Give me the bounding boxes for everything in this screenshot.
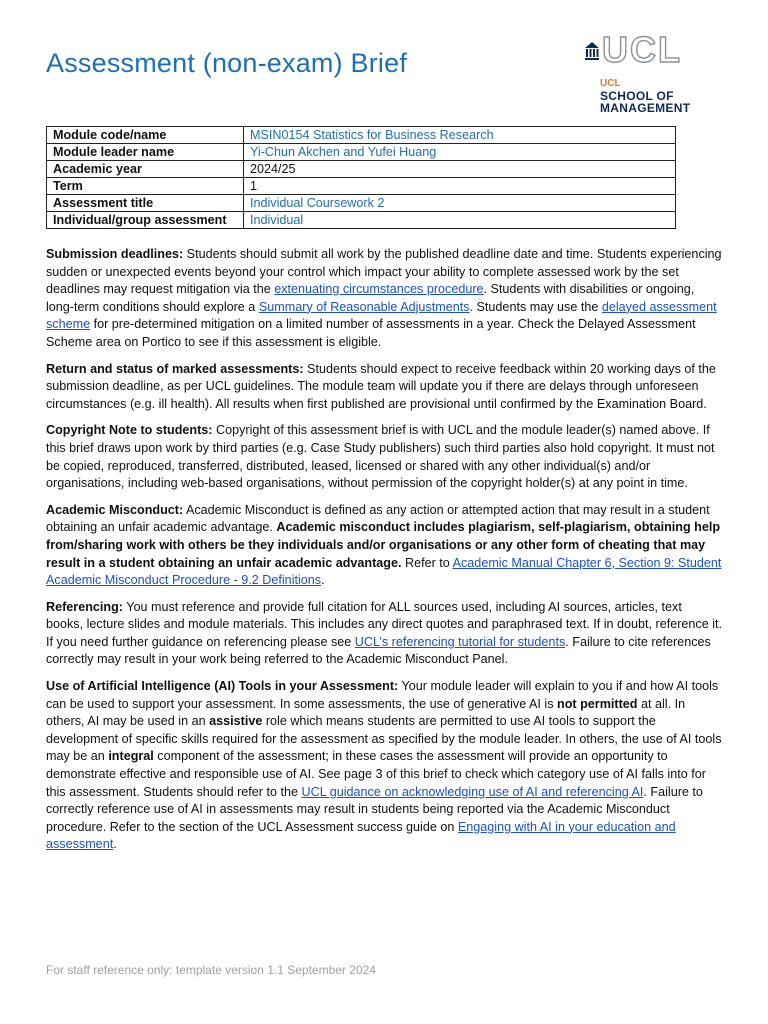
- ai-guidance-link[interactable]: UCL guidance on acknowledging use of AI and referencing AI: [301, 784, 644, 799]
- logo-school-of: SCHOOL OF: [600, 89, 674, 103]
- ai-text: . Failure to correctly reference use of AI in assessments may result in students being reported via the Academic Misconduct procedure. Refer to the section of the UCL Assessment success guide on: [46, 784, 703, 834]
- referencing-tutorial-link[interactable]: UCL’s referencing tutorial for students: [354, 634, 566, 649]
- ai-paragraph: [46, 678, 722, 854]
- submission-paragraph: [46, 246, 722, 352]
- submission-text: . Students with disabilities or ongoing, long-term conditions should explore a: [46, 282, 695, 314]
- copyright-heading: Copyright Note to students:: [46, 423, 213, 438]
- submission-text: Students should submit all work by the published deadline date and time. Students experiencing sudden or unexpected events beyond your control which impact your ability to complete assessed work by the set deadlines may request mitigation via the: [46, 247, 722, 297]
- return-heading: Return and status of marked assessments:: [46, 361, 304, 376]
- ucl-wordmark: UCL: [602, 29, 682, 70]
- row-label: Term: [47, 178, 244, 195]
- module-info-table: [46, 126, 676, 229]
- ai-bold-text: integral: [108, 749, 154, 764]
- ai-heading: Use of Artificial Intelligence (AI) Tools in your Assessment:: [46, 679, 399, 694]
- misconduct-text: Refer to: [401, 555, 453, 570]
- ai-text: role which means students are permitted to use AI tools to support the development of specific skills required for the assessment as specified by the module leader. In others, the use of AI tools may be an: [46, 714, 722, 764]
- misconduct-text: .: [321, 573, 325, 588]
- academic-manual-link[interactable]: Academic Manual Chapter 6, Section 9: Student Academic Misconduct Procedure - 9.2 Definitions: [46, 555, 722, 588]
- logo-management: MANAGEMENT: [600, 101, 691, 115]
- misconduct-text: Academic Misconduct is defined as any action or attempted action that may result in a student obtaining an unfair academic advantage.: [46, 502, 710, 535]
- ai-bold-text: assistive: [209, 714, 263, 729]
- table-row: [47, 212, 676, 229]
- ai-text: Your module leader will explain to you if and how AI tools can be used to support your assessment. In some assessments, the use of generative AI is: [46, 679, 719, 711]
- ucl-logo: [584, 29, 720, 115]
- row-label: Individual/group assessment: [47, 212, 244, 229]
- row-value: 2024/25: [244, 161, 676, 178]
- row-label: Assessment title: [47, 195, 244, 212]
- ai-bold-text: not permitted: [557, 696, 638, 711]
- brief-body: [46, 246, 722, 863]
- ai-text: at all. In others, AI may be used in an: [46, 696, 686, 729]
- row-label: Module leader name: [47, 144, 244, 161]
- portico-icon: [584, 41, 600, 61]
- row-value: Individual: [244, 212, 676, 229]
- ai-text: component of the assessment; in these cases the assessment will provide an opportunity to demonstrate effective and responsible use of AI. See page 3 of this brief to check which category use of AI falls into for this assessment. Students should refer to the: [46, 749, 706, 799]
- copyright-paragraph: [46, 422, 722, 492]
- submission-text: . Students may use the: [469, 299, 602, 314]
- row-label: Module code/name: [47, 127, 244, 144]
- reasonable-adjustments-link[interactable]: Summary of Reasonable Adjustments: [258, 299, 470, 314]
- misconduct-paragraph: [46, 502, 722, 590]
- engaging-with-ai-link[interactable]: Engaging with AI in your education and assessment: [46, 819, 676, 852]
- submission-heading: Submission deadlines:: [46, 247, 184, 261]
- page-title: Assessment (non-exam) Brief: [46, 48, 408, 78]
- table-row: [47, 195, 676, 212]
- row-value: Individual Coursework 2: [244, 195, 676, 212]
- table-row: [47, 161, 676, 178]
- referencing-heading: Referencing:: [46, 599, 123, 614]
- logo-ucl-small: UCL: [600, 78, 621, 89]
- return-paragraph: [46, 361, 722, 414]
- return-text: Students should expect to receive feedback within 20 working days of the submission deadline, as per UCL guidelines. The module team will update you if there are delays through unforeseen circumstances (e.g. ill health). All results when first published are provisional until confirmed by the Examination Board.: [46, 361, 716, 411]
- extenuating-circumstances-link[interactable]: extenuating circumstances procedure: [274, 282, 484, 297]
- submission-text: for pre-determined mitigation on a limited number of assessments in a year. Check the Delayed Assessment Scheme area on Portico to see if this assessment is eligible.: [46, 317, 696, 349]
- misconduct-bold-text: Academic misconduct includes plagiarism, self-plagiarism, obtaining help from/sharing work with others be they individuals and/or organisations or any other form of cheating that may result in a student obtaining an unfair academic advantage.: [46, 520, 721, 570]
- referencing-text: . Failure to cite references correctly may result in your work being referred to the Academic Misconduct Panel.: [46, 634, 711, 667]
- table-row: [47, 144, 676, 161]
- row-label: Academic year: [47, 161, 244, 178]
- referencing-text: You must reference and provide full citation for ALL sources used, including AI sources, articles, text books, lecture slides and module materials. This includes any direct quotes and paraphrased text. If in doubt, reference it. If you need further guidance on referencing please see: [46, 599, 723, 649]
- row-value: MSIN0154 Statistics for Business Research: [244, 127, 676, 144]
- footer-note: For staff reference only: template version 1.1 September 2024: [46, 963, 376, 977]
- copyright-text: Copyright of this assessment brief is with UCL and the module leader(s) named above. If this brief draws upon work by third parties (e.g. Case Study publishers) such third parties also hold copyright. It must not be copied, reproduced, transferred, distributed, leased, licensed or shared with any other individual(s) and/or organisations, including web-based organisations, without permission of the copyright holder(s) at any point in time.: [46, 423, 715, 491]
- misconduct-heading: Academic Misconduct:: [46, 502, 184, 517]
- delayed-assessment-link[interactable]: delayed assessment scheme: [46, 299, 717, 332]
- table-row: [47, 178, 676, 195]
- ai-text: .: [113, 837, 117, 852]
- row-value: Yi-Chun Akchen and Yufei Huang: [244, 144, 676, 161]
- table-row: [47, 127, 676, 144]
- referencing-paragraph: [46, 599, 722, 669]
- row-value: 1: [244, 178, 676, 195]
